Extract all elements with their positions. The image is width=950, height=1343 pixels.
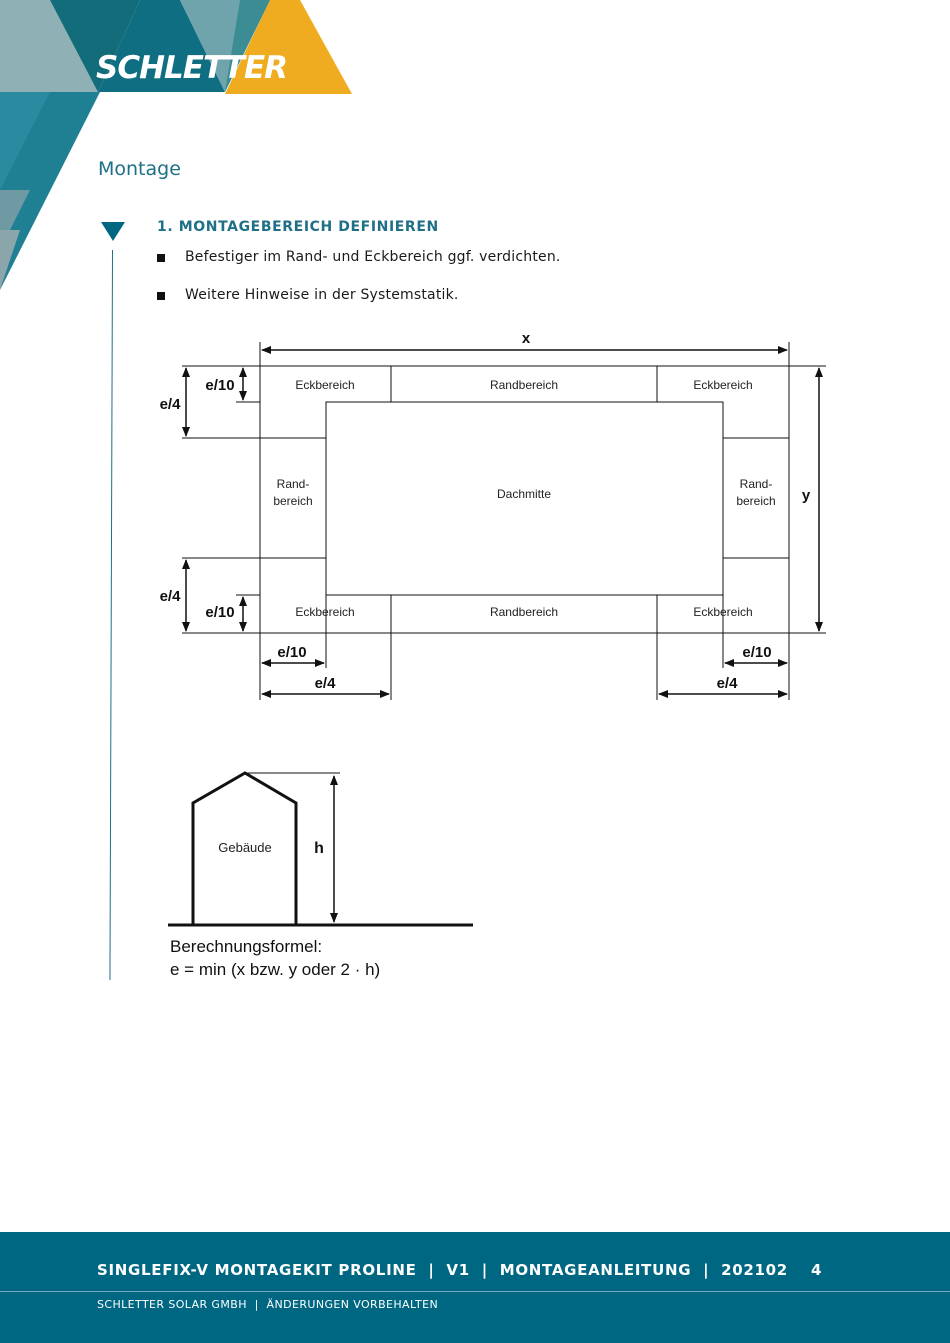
e4-label: e/4: [716, 675, 738, 692]
brand-logo: SCHLETTER: [96, 50, 288, 86]
corner-zone-label: Eckbereich: [295, 378, 355, 392]
e10-label: e/10: [205, 604, 235, 621]
section-title: Montage: [98, 158, 181, 180]
width-dimension-label: x: [521, 330, 531, 347]
footer-title: SINGLEFIX-V MONTAGEKIT PROLINE | V1 | MONTAGEANLEITUNG | 202102: [97, 1261, 788, 1279]
e4-label: e/4: [159, 588, 181, 605]
bullet-text: Befestiger im Rand- und Eckbereich ggf. verdichten.: [185, 249, 561, 265]
building-label: Gebäude: [218, 840, 272, 855]
side-edge-label: bereich: [273, 494, 313, 508]
formula-title: Berechnungsformel:: [170, 937, 323, 956]
page-footer: [0, 1232, 950, 1343]
e4-label: e/4: [314, 675, 336, 692]
edge-zone-label: Randbereich: [489, 605, 559, 619]
e10-label: e/10: [742, 644, 772, 661]
footer-divider: [0, 1291, 950, 1292]
footer-subtitle: SCHLETTER SOLAR GMBH | ÄNDERUNGEN VORBEHALTEN: [97, 1298, 439, 1311]
building-height-label: h: [314, 840, 324, 857]
e4-label: e/4: [159, 396, 181, 413]
page-number: 4: [811, 1261, 822, 1279]
corner-zone-label: Eckbereich: [693, 605, 753, 619]
side-edge-label: bereich: [736, 494, 776, 508]
formula-text: e = min (x bzw. y oder 2 · h): [170, 960, 381, 979]
bullet-text: Weitere Hinweise in der Systemstatik.: [185, 287, 459, 303]
corner-zone-label: Eckbereich: [295, 605, 355, 619]
edge-zone-label: Randbereich: [489, 378, 559, 392]
step-title: 1. MONTAGEBEREICH DEFINIEREN: [157, 219, 439, 235]
center-zone-label: Dachmitte: [496, 487, 552, 501]
height-dimension-label: y: [801, 487, 811, 504]
side-edge-label: Rand-: [739, 477, 773, 491]
corner-zone-label: Eckbereich: [693, 378, 753, 392]
e10-label: e/10: [277, 644, 307, 661]
e10-label: e/10: [205, 377, 235, 394]
side-edge-label: Rand-: [276, 477, 310, 491]
